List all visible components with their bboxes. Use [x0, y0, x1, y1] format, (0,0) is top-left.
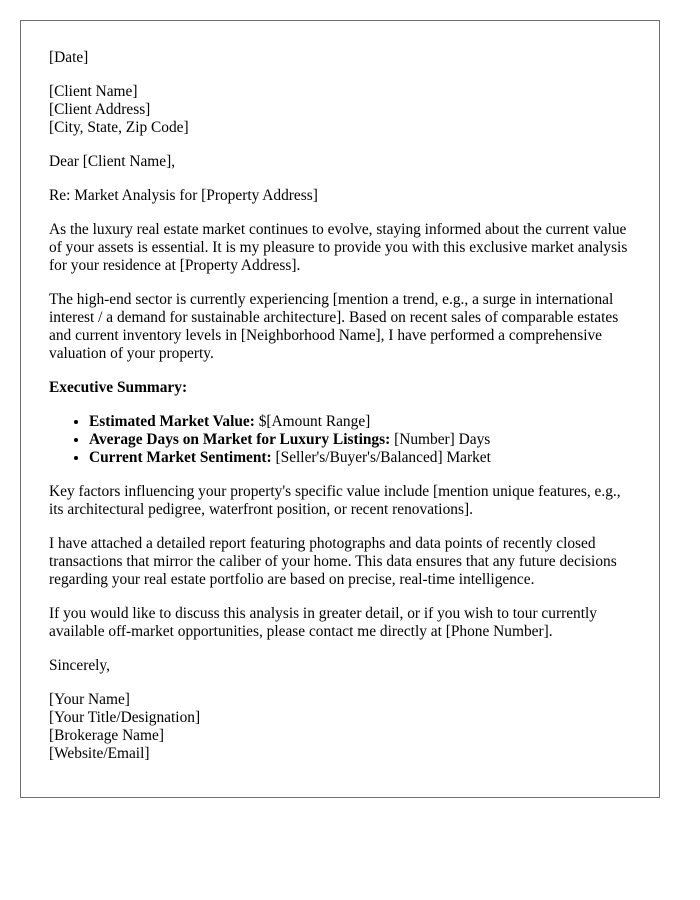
recipient-block	[49, 83, 631, 137]
summary-item-label: Average Days on Market for Luxury Listings:	[89, 431, 391, 448]
summary-item-value: [Seller's/Buyer's/Balanced] Market	[271, 449, 491, 466]
recipient-name: [Client Name]	[49, 83, 138, 100]
letter-date: [Date]	[49, 49, 89, 66]
factors-paragraph: Key factors influencing your property's specific value include [mention unique features, e.g., its architectural pedigree, waterfront position, or recent renovations].	[49, 483, 621, 518]
sector-paragraph: The high-end sector is currently experiencing [mention a trend, e.g., a surge in international interest / a demand for sustainable architecture]. Based on recent sales of comparable estates and current inventory levels in [Neighborhood Name], I have performed a comprehensive valuation of your property.	[49, 291, 619, 362]
attached-report-paragraph: I have attached a detailed report featuring photographs and data points of recently closed transactions that mirror the caliber of your home. This data ensures that any future decisions regarding your real estate portfolio are based on precise, real-time intelligence.	[49, 535, 617, 588]
intro-paragraph: As the luxury real estate market continues to evolve, staying informed about the current value of your assets is essential. It is my pleasure to provide you with this exclusive market analysis for your residence at [Property Address].	[49, 221, 628, 274]
summary-item-value: [Number] Days	[390, 431, 491, 448]
contact-paragraph: If you would like to discuss this analysis in greater detail, or if you wish to tour currently available off-market opportunities, please contact me directly at [Phone Number].	[49, 605, 597, 640]
signature-name: [Your Name]	[49, 691, 130, 708]
signature-title: [Your Title/Designation]	[49, 709, 201, 726]
summary-item-label: Estimated Market Value:	[89, 413, 255, 430]
summary-item-value: $[Amount Range]	[254, 413, 371, 430]
salutation: Dear [Client Name],	[49, 153, 176, 170]
summary-item	[89, 431, 631, 449]
recipient-address: [Client Address]	[49, 101, 151, 118]
summary-heading: Executive Summary:	[49, 379, 188, 396]
closing: Sincerely,	[49, 657, 110, 674]
summary-item-label: Current Market Sentiment:	[89, 449, 272, 466]
subject-line: Re: Market Analysis for [Property Address]	[49, 187, 318, 204]
signature-contact: [Website/Email]	[49, 745, 150, 762]
summary-list	[49, 413, 631, 467]
summary-item	[89, 449, 631, 467]
letter-page	[20, 20, 660, 798]
recipient-city-state-zip: [City, State, Zip Code]	[49, 119, 189, 136]
summary-item	[89, 413, 631, 431]
signature-brokerage: [Brokerage Name]	[49, 727, 164, 744]
signature-block	[49, 691, 631, 763]
